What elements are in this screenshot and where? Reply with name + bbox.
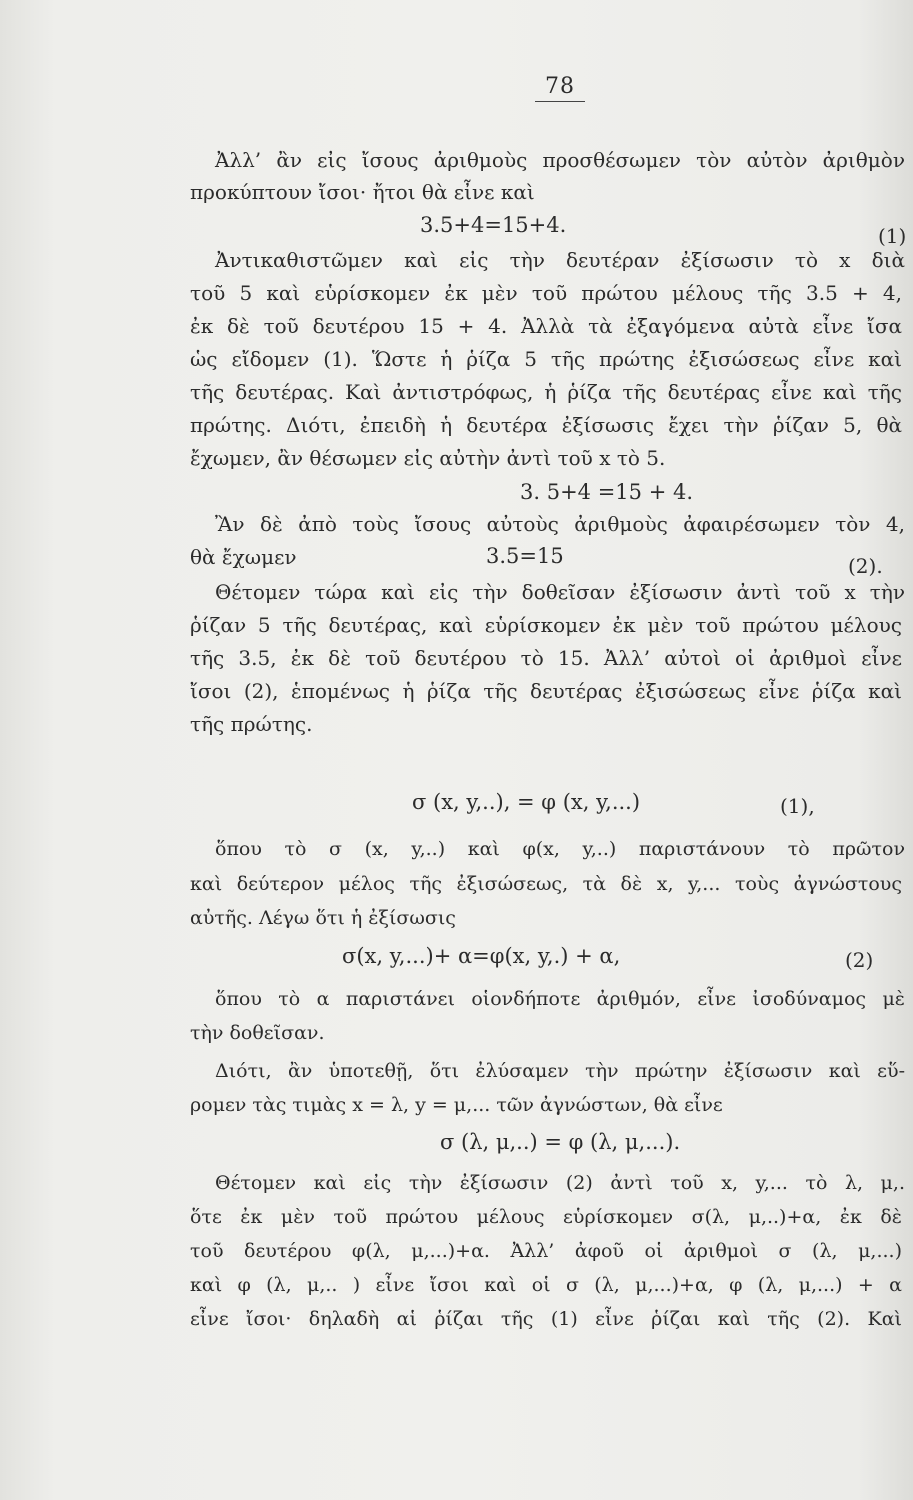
text-line: προκύπτουν ἴσοι· ἤτοι θὰ εἶνε καὶ: [190, 180, 535, 204]
equation-number: (1),: [780, 794, 815, 818]
equation: 3.5=15: [486, 544, 564, 568]
text-line: τῆς 3.5, ἐκ δὲ τοῦ δευτέρου τὸ 15. Ἀλλ’ αὐτοὶ οἱ ἀριθμοὶ εἶνε: [190, 646, 902, 670]
text-line: Ἀλλ’ ἂν εἰς ἴσους ἀριθμοὺς προσθέσωμεν τὸν αὐτὸν ἀριθμὸν: [215, 148, 905, 172]
footnote-line: καὶ δεύτερον μέλος τῆς ἐξισώσεως, τὰ δὲ x, y,... τοὺς ἀγνώστους: [190, 873, 902, 895]
equation: σ (x, y,..), = φ (x, y,...): [412, 790, 641, 814]
footnote-line: ὅπου τὸ α παριστάνει οἱονδήποτε ἀριθμόν, εἶνε ἰσοδύναμος μὲ: [215, 988, 905, 1010]
footnote-line: Διότι, ἂν ὑποτεθῇ, ὅτι ἐλύσαμεν τὴν πρώτην ἐξίσωσιν καὶ εὕ-: [215, 1060, 905, 1082]
equation: 3. 5+4 =15 + 4.: [520, 480, 694, 504]
text-line: ἴσοι (2), ἑπομένως ἡ ῥίζα τῆς δευτέρας ἐξισώσεως εἶνε ῥίζα καὶ: [190, 679, 902, 703]
footnote-line: αὐτῆς. Λέγω ὅτι ἡ ἐξίσωσις: [190, 907, 456, 929]
text-line: ῥίζαν 5 τῆς δευτέρας, καὶ εὑρίσκομεν ἐκ μὲν τοῦ πρώτου μέλους: [190, 613, 902, 637]
footnote-line: ρομεν τὰς τιμὰς x = λ, y = μ,... τῶν ἀγνώστων, θὰ εἶνε: [190, 1094, 723, 1116]
equation-number: (2): [845, 948, 874, 972]
footnote-line: τοῦ δευτέρου φ(λ, μ,...)+α. Ἀλλ’ ἀφοῦ οἱ ἀριθμοὶ σ (λ, μ,...): [190, 1240, 902, 1262]
text-line: τοῦ 5 καὶ εὑρίσκομεν ἐκ μὲν τοῦ πρώτου μέλους τῆς 3.5 + 4,: [190, 281, 902, 305]
footnote-line: ὅτε ἐκ μὲν τοῦ πρώτου μέλους εὑρίσκομεν σ(λ, μ,..)+α, ἐκ δὲ: [190, 1206, 902, 1228]
text-line: θὰ ἔχωμεν: [190, 545, 297, 569]
equation-number: (2).: [848, 554, 883, 578]
equation: σ(x, y,...)+ α=φ(x, y,.) + α,: [342, 944, 621, 968]
text-line: τῆς δευτέρας. Καὶ ἀντιστρόφως, ἡ ῥίζα τῆς δευτέρας εἶνε καὶ τῆς: [190, 380, 902, 404]
footnote-line: τὴν δοθεῖσαν.: [190, 1022, 325, 1044]
footnote-line: Θέτομεν καὶ εἰς τὴν ἐξίσωσιν (2) ἀντὶ τοῦ x, y,... τὸ λ, μ,.: [215, 1172, 905, 1194]
footnote-line: εἶνε ἴσοι· δηλαδὴ αἱ ῥίζαι τῆς (1) εἶνε ῥίζαι καὶ τῆς (2). Καὶ: [190, 1308, 902, 1330]
text-line: ἔχωμεν, ἂν θέσωμεν εἰς αὐτὴν ἀντὶ τοῦ x τὸ 5.: [190, 446, 666, 470]
equation-number: (1): [878, 224, 907, 248]
text-line: Ἀντικαθιστῶμεν καὶ εἰς τὴν δευτέραν ἐξίσωσιν τὸ x διὰ: [215, 248, 905, 272]
text-line: ἐκ δὲ τοῦ δευτέρου 15 + 4. Ἀλλὰ τὰ ἐξαγόμενα αὐτὰ εἶνε ἴσα: [190, 314, 902, 338]
text-line: τῆς πρώτης.: [190, 712, 313, 736]
text-line: Ἂν δὲ ἀπὸ τοὺς ἴσους αὐτοὺς ἀριθμοὺς ἀφαιρέσωμεν τὸν 4,: [215, 512, 905, 536]
equation: σ (λ, μ,..) = φ (λ, μ,...).: [440, 1130, 681, 1154]
equation: 3.5+4=15+4.: [420, 213, 567, 237]
footnote-line: καὶ φ (λ, μ,.. ) εἶνε ἴσοι καὶ οἱ σ (λ, μ,...)+α, φ (λ, μ,...) + α: [190, 1274, 902, 1296]
text-line: Θέτομεν τώρα καὶ εἰς τὴν δοθεῖσαν ἐξίσωσιν ἀντὶ τοῦ x τὴν: [215, 580, 905, 604]
text-line: πρώτης. Διότι, ἐπειδὴ ἡ δευτέρα ἐξίσωσις ἔχει τὴν ῥίζαν 5, θὰ: [190, 413, 902, 437]
text-line: ὡς εἴδομεν (1). Ὥστε ἡ ῥίζα 5 τῆς πρώτης ἐξισώσεως εἶνε καὶ: [190, 347, 902, 371]
page-number: 78: [535, 74, 585, 102]
footnote-line: ὅπου τὸ σ (x, y,..) καὶ φ(x, y,..) παριστάνουν τὸ πρῶτον: [215, 838, 905, 860]
